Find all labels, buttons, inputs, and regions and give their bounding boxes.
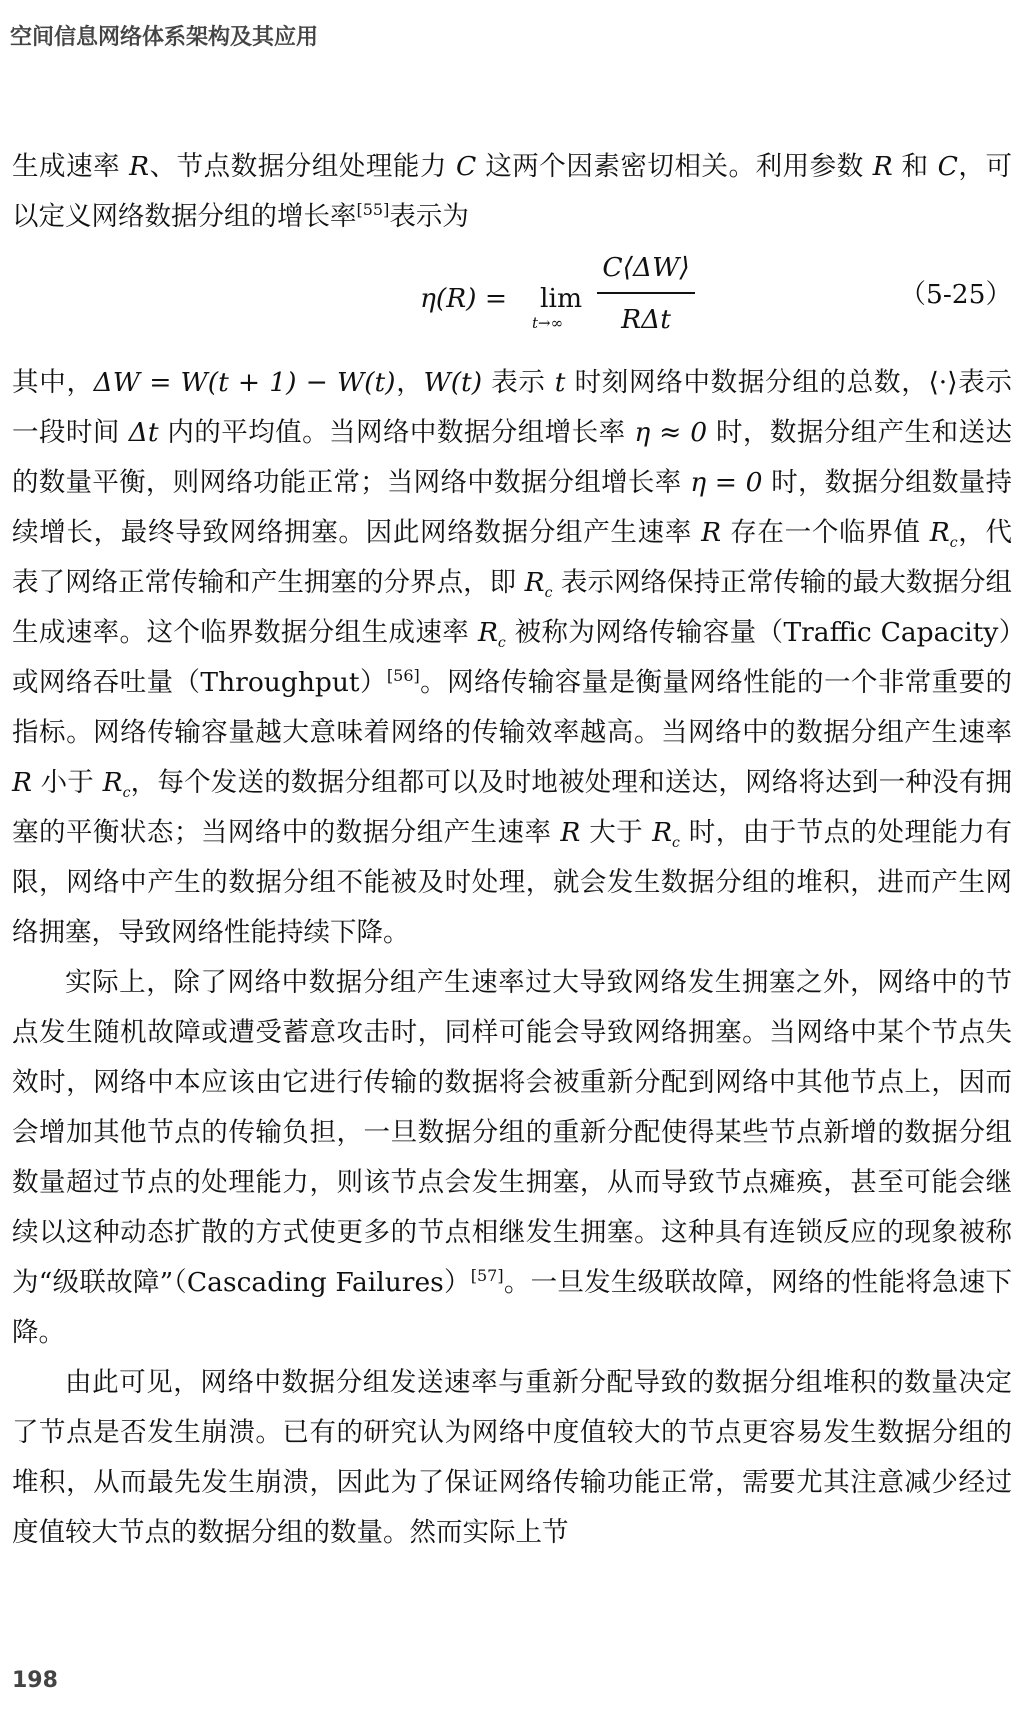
paragraph-1: 生成速率 R、节点数据分组处理能力 C 这两个因素密切相关。利用参数 R 和 C，可以定义网络数据分组的增长率[55]表示为: [12, 151, 1012, 232]
citation-56: [56]: [386, 666, 420, 685]
equation-lim-subscript: t→∞: [532, 314, 564, 332]
paragraph-4: 由此可见，网络中数据分组发送速率与重新分配导致的数据分组堆积的数量决定了节点是否发生崩溃。已有的研究认为网络中度值较大的节点更容易发生数据分组的堆积，从而最先发生崩溃，因此为了保证网络传输功能正常，需要尤其注意减少经过度值较大节点的数据分组的数量。然而实际上节: [12, 1367, 1012, 1548]
fraction-bar: [597, 292, 695, 294]
equation-numerator: C⟨ΔW⟩: [602, 252, 690, 283]
equation-number: （5-25）: [899, 279, 1012, 310]
running-title: 空间信息网络体系架构及其应用: [10, 25, 319, 50]
citation-57: [57]: [470, 1266, 504, 1285]
citation-55: [55]: [356, 200, 390, 219]
average-symbol: ⟨·⟩: [928, 367, 958, 398]
paragraph-3: 实际上，除了网络中数据分组产生速率过大导致网络发生拥塞之外，网络中的节点发生随机故障或遭受蓄意攻击时，同样可能会导致网络拥塞。当网络中某个节点失效时，网络中本应该由它进行传输的数据将会被重新分配到网络中其他节点上，因而会增加其他节点的传输负担，一旦数据分组的重新分配使得某些节点新增的数据分组数量超过节点的处理能力，则该节点会发生拥塞，从而导致节点瘫痪，甚至可能会继续以这种动态扩散的方式使更多的节点相继发生拥塞。这种具有连锁反应的现象被称为“级联故障”（Cascading Failures）[57]。一旦发生级联故障，网络的性能将急速下降。: [12, 967, 1012, 1348]
equation-5-25: [12, 242, 1012, 358]
equation-fraction: [597, 246, 695, 342]
equation-lhs: η(R) =: [420, 283, 508, 314]
delta-w-definition: ΔW = W(t + 1) − W(t): [93, 367, 396, 398]
equation-lim: lim: [540, 283, 583, 314]
equation-denominator: RΔt: [621, 304, 671, 335]
paragraph-2: 其中，ΔW = W(t + 1) − W(t)，W(t) 表示 t 时刻网络中数据分组的总数，⟨·⟩表示一段时间 Δt 内的平均值。当网络中数据分组增长率 η ≈ 0 时，数据分组产生和送达的数量平衡，则网络功能正常；当网络中数据分组增长率 η = 0 时，数据分组数量持续增长，最终导致网络拥塞。因此网络数据分组产生速率 R 存在一个临界值 $R_c$，代表了网络正常传输和产生拥塞的分界点，即 $R_c$ 表示网络保持正常传输的最大数据分组生成速率。这个临界数据分组生成速率 $R_c$ 被称为网络传输容量（Traffic Capacity）或网络吞吐量（Throughput）[56]。网络传输容量是衡量网络性能的一个非常重要的指标。网络传输容量越大意味着网络的传输效率越高。当网络中的数据分组产生速率 R 小于 $R_c$，每个发送的数据分组都可以及时地被处理和送达，网络将达到一种没有拥塞的平衡状态；当网络中的数据分组产生速率 R 大于 $R_c$ 时，由于节点的处理能力有限，网络中产生的数据分组不能被及时处理，就会发生数据分组的堆积，进而产生网络拥塞，导致网络性能持续下降。: [12, 367, 1013, 948]
page-number: 198: [12, 1668, 58, 1693]
body-text: [12, 142, 1012, 1558]
